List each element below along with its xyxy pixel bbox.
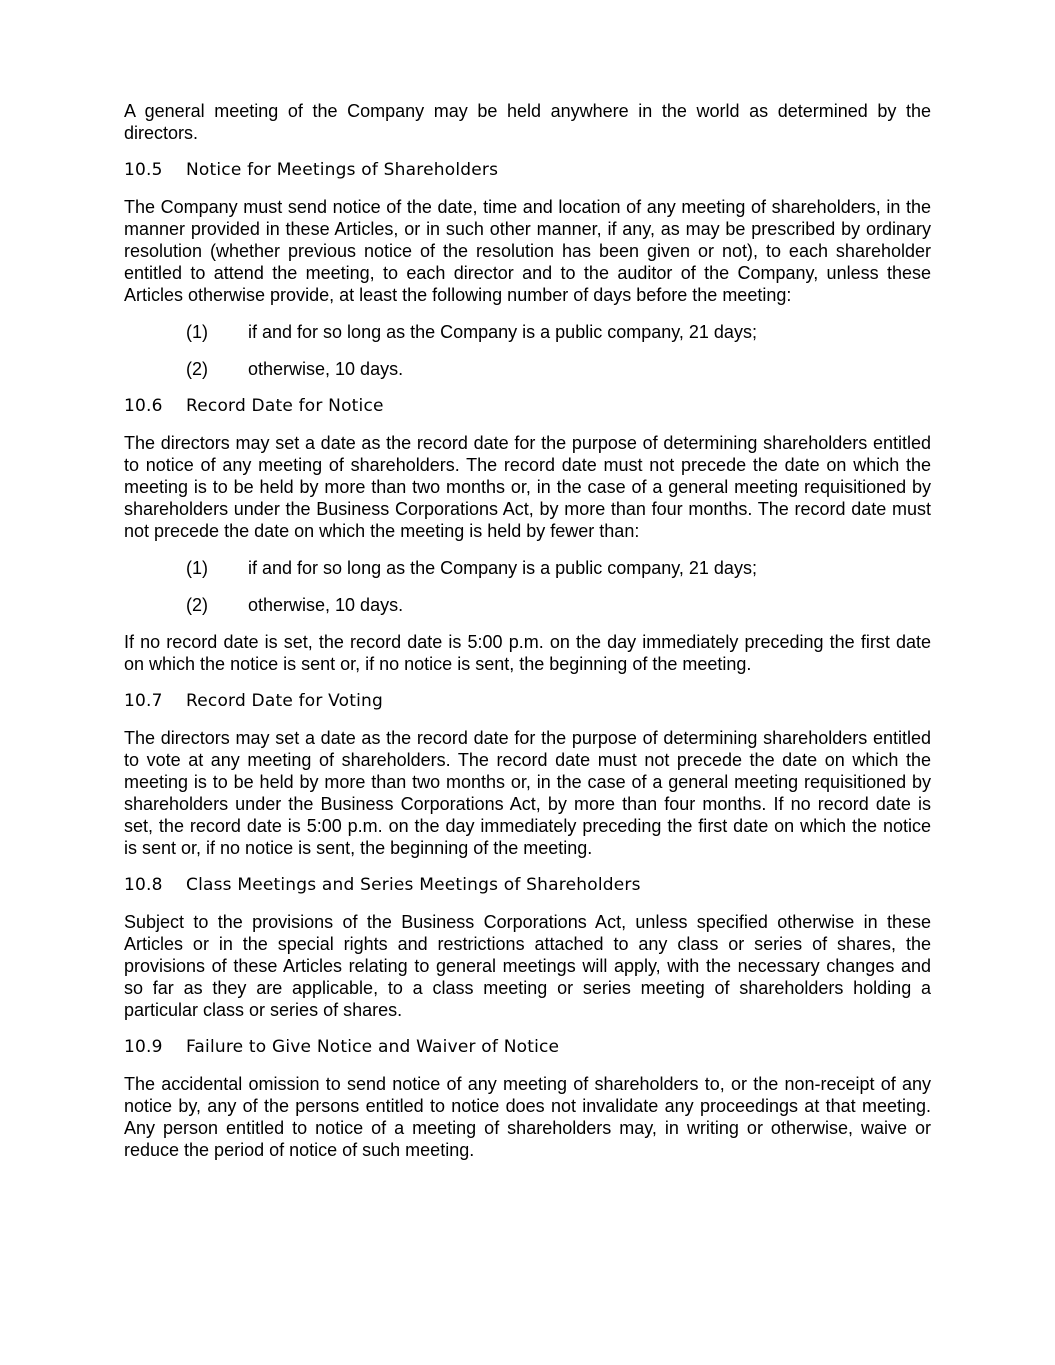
section-body: The accidental omission to send notice of any meeting of shareholders to, or the non-receipt of any notice by, any of the persons entitled to notice does not invalidate any proceedings at that meeting. Any person entitled to notice of a meeting of shareholders may, in writing or otherwise, waive or reduce the period of notice of such meeting. [124,1074,931,1160]
section-number: 10.9 [124,1037,163,1057]
section-body: The Company must send notice of the date, time and location of any meeting of shareholders, in the manner provided in these Articles, or in such other manner, if any, as may be prescribed by ordinary resolution (whether previous notice of the resolution has been given or not), to each shareholder entitled to attend the meeting, to each director and to the auditor of the Company, unless these Articles otherwise provide, at least the following number of days before the meeting: [124,197,931,305]
section-body: Subject to the provisions of the Business Corporations Act, unless specified otherwise in these Articles or in the special rights and restrictions attached to any class or series of shares, the provisions of these Articles relating to general meetings will apply, with the necessary changes and so far as they are applicable, to a class meeting or series meeting of shareholders holding a particular class or series of shares. [124,912,931,1020]
section-number: 10.5 [124,160,163,180]
list-item-text: if and for so long as the Company is a public company, 21 days; [248,558,757,578]
section-body: The directors may set a date as the record date for the purpose of determining shareholders entitled to notice of any meeting of shareholders. The record date must not precede the date on which the meeting is to be held by more than two months or, in the case of a general meeting requisitioned by shareholders under the Business Corporations Act, by more than four months. The record date must not precede the date on which the meeting is held by fewer than: [124,433,931,541]
list-item [186,594,931,616]
section-number: 10.8 [124,875,163,895]
list-item-text: otherwise, 10 days. [248,595,404,615]
section-title: Record Date for Notice [186,396,384,416]
document-page [124,100,931,1176]
list-item-text: if and for so long as the Company is a public company, 21 days; [248,322,757,342]
section-number: 10.7 [124,691,163,711]
intro-paragraph: A general meeting of the Company may be held anywhere in the world as determined by the directors. [124,101,931,143]
section-heading-10-7 [124,690,931,712]
section-title: Record Date for Voting [186,691,384,711]
section-body: The directors may set a date as the record date for the purpose of determining shareholders entitled to vote at any meeting of shareholders. The record date must not precede the date on which the meeting is to be held by more than two months or, in the case of a general meeting requisitioned by shareholders under the Business Corporations Act, by more than four months. If no record date is set, the record date is 5:00 p.m. on the day immediately preceding the first date on which the notice is sent or, if no notice is sent, the beginning of the meeting. [124,728,931,858]
section-title: Notice for Meetings of Shareholders [186,160,499,180]
list-item-number: (1) [186,322,208,342]
list-item-number: (1) [186,558,208,578]
list-item [186,321,931,343]
section-heading-10-9 [124,1036,931,1058]
list-item-number: (2) [186,359,208,379]
section-number: 10.6 [124,396,163,416]
section-heading-10-6 [124,395,931,417]
list-item [186,557,931,579]
list-item-number: (2) [186,595,208,615]
section-title: Class Meetings and Series Meetings of Shareholders [186,875,641,895]
section-body-continued: If no record date is set, the record date is 5:00 p.m. on the day immediately preceding the first date on which the notice is sent or, if no notice is sent, the beginning of the meeting. [124,632,931,674]
section-title: Failure to Give Notice and Waiver of Notice [186,1037,560,1057]
list-item-text: otherwise, 10 days. [248,359,404,379]
section-heading-10-5 [124,159,931,181]
section-heading-10-8 [124,874,931,896]
list-item [186,358,931,380]
